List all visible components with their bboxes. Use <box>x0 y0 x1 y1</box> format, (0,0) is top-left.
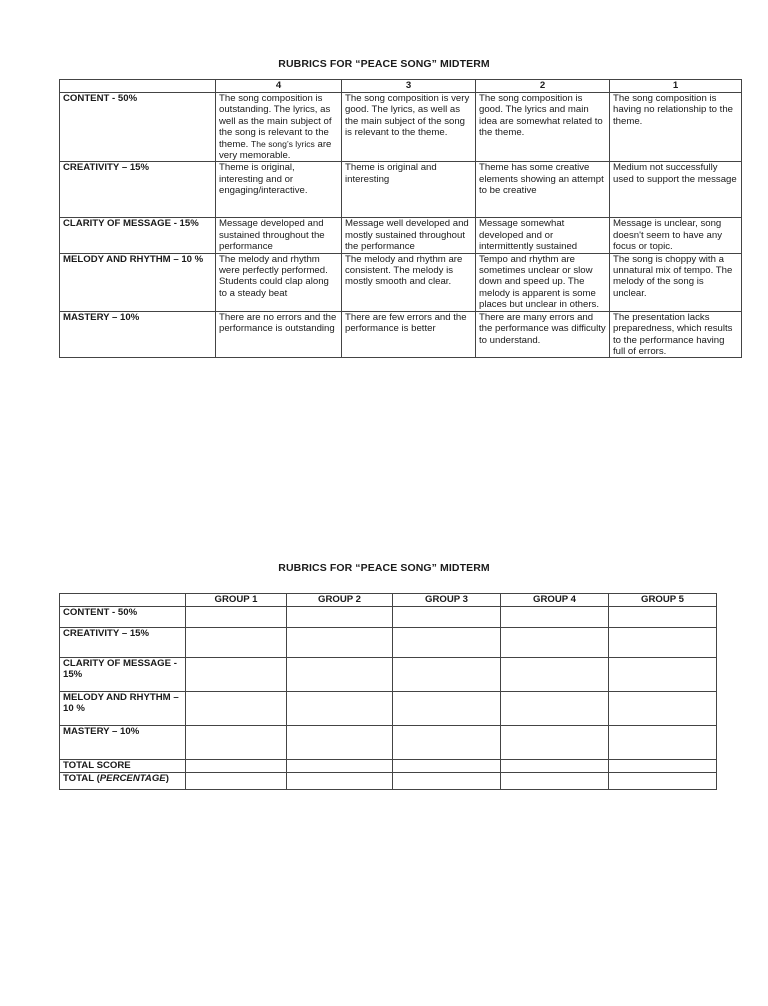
score-cell[interactable] <box>609 760 717 773</box>
score-cell[interactable] <box>609 692 717 726</box>
score-cell[interactable] <box>501 760 609 773</box>
rubric-cell: The song composition is good. The lyrics and main idea are somewhat related to the theme. <box>476 93 610 162</box>
rubric-cell: Message somewhat developed and or intermittently sustained <box>476 218 610 253</box>
score-label-total: TOTAL SCORE <box>60 760 186 773</box>
rubric-cell: Message is unclear, song doesn't seem to have any focus or topic. <box>610 218 742 253</box>
score-cell[interactable] <box>609 607 717 628</box>
score-label-creativity: CREATIVITY – 15% <box>60 628 186 658</box>
rubric-cell <box>216 93 342 162</box>
score-cell[interactable] <box>393 607 501 628</box>
rubric-cell: There are few errors and the performance is better <box>342 311 476 358</box>
score-label-percentage-prefix: TOTAL ( <box>63 773 100 784</box>
score-cell[interactable] <box>501 773 609 790</box>
rubric-cell: The melody and rhythm were perfectly performed. Students could clap along to a steady beat <box>216 253 342 311</box>
score-cell[interactable] <box>287 692 393 726</box>
score-header-group-5: GROUP 5 <box>609 594 717 607</box>
criterion-melody: MELODY AND RHYTHM – 10 % <box>60 253 216 311</box>
score-label-mastery: MASTERY – 10% <box>60 726 186 760</box>
score-cell[interactable] <box>609 726 717 760</box>
rubric-header-2: 2 <box>476 80 610 93</box>
score-cell[interactable] <box>501 607 609 628</box>
rubric-cell: The presentation lacks preparedness, which results to the performance having full of errors. <box>610 311 742 358</box>
rubric-row-melody <box>60 253 742 311</box>
score-cell[interactable] <box>501 658 609 692</box>
rubric-table <box>59 79 742 358</box>
rubric-header-4: 4 <box>216 80 342 93</box>
criterion-mastery: MASTERY – 10% <box>60 311 216 358</box>
score-sheet-title: RUBRICS FOR “PEACE SONG” MIDTERM <box>278 562 490 574</box>
score-cell[interactable] <box>287 760 393 773</box>
score-cell[interactable] <box>393 628 501 658</box>
score-label-percentage-suffix: ) <box>165 773 169 784</box>
rubric-row-content <box>60 93 742 162</box>
score-label-content: CONTENT - 50% <box>60 607 186 628</box>
score-cell[interactable] <box>501 692 609 726</box>
score-cell[interactable] <box>287 773 393 790</box>
score-header-blank <box>60 594 186 607</box>
score-cell[interactable] <box>186 692 287 726</box>
rubric-cell: There are many errors and the performance was difficulty to understand. <box>476 311 610 358</box>
score-cell[interactable] <box>609 628 717 658</box>
score-header-group-3: GROUP 3 <box>393 594 501 607</box>
score-label-clarity: CLARITY OF MESSAGE - 15% <box>60 658 186 692</box>
score-table <box>59 593 717 790</box>
rubric-header-blank <box>60 80 216 93</box>
score-cell[interactable] <box>609 773 717 790</box>
score-cell[interactable] <box>501 628 609 658</box>
rubric-cell: The song is choppy with a unnatural mix of tempo. The melody of the song is unclear. <box>610 253 742 311</box>
score-row-percentage <box>60 773 717 790</box>
score-label-percentage <box>60 773 186 790</box>
rubric-cell: Theme is original and interesting <box>342 162 476 218</box>
score-header-row <box>60 594 717 607</box>
rubric-row-mastery <box>60 311 742 358</box>
score-cell[interactable] <box>393 773 501 790</box>
criterion-creativity: CREATIVITY – 15% <box>60 162 216 218</box>
score-cell[interactable] <box>186 760 287 773</box>
rubric-header-row <box>60 80 742 93</box>
score-cell[interactable] <box>393 658 501 692</box>
score-label-melody: MELODY AND RHYTHM – 10 % <box>60 692 186 726</box>
score-header-group-2: GROUP 2 <box>287 594 393 607</box>
rubric-cell-extra: The song’s lyrics <box>251 138 315 149</box>
rubric-cell: Message developed and sustained throughout the performance <box>216 218 342 253</box>
score-cell[interactable] <box>609 658 717 692</box>
rubric-cell: The song composition is very good. The lyrics, as well as the main subject of the song is relevant to the theme. <box>342 93 476 162</box>
score-label-percentage-em: PERCENTAGE <box>99 773 166 784</box>
rubric-cell: The song composition is having no relationship to the theme. <box>610 93 742 162</box>
score-cell[interactable] <box>287 628 393 658</box>
score-cell[interactable] <box>186 658 287 692</box>
score-row-content <box>60 607 717 628</box>
score-row-mastery <box>60 726 717 760</box>
rubric-cell: There are no errors and the performance is outstanding <box>216 311 342 358</box>
rubric-cell-extra2: are very memorable. <box>219 138 332 162</box>
criterion-content: CONTENT - 50% <box>60 93 216 162</box>
score-row-melody <box>60 692 717 726</box>
score-cell[interactable] <box>393 760 501 773</box>
score-cell[interactable] <box>287 658 393 692</box>
rubric-cell: Theme is original, interesting and or engaging/interactive. <box>216 162 342 218</box>
score-cell[interactable] <box>393 726 501 760</box>
score-row-creativity <box>60 628 717 658</box>
rubric-cell: Theme has some creative elements showing an attempt to be creative <box>476 162 610 218</box>
rubric-row-creativity <box>60 162 742 218</box>
rubric-header-1: 1 <box>610 80 742 93</box>
rubric-cell: The melody and rhythm are consistent. The melody is mostly smooth and clear. <box>342 253 476 311</box>
score-cell[interactable] <box>393 692 501 726</box>
rubric-cell-text: The song composition is outstanding. The lyrics, as well as the main subject of the song is relevant to the theme. <box>219 93 332 150</box>
score-cell[interactable] <box>186 607 287 628</box>
score-cell[interactable] <box>186 773 287 790</box>
rubric-cell: Message well developed and mostly sustained throughout the performance <box>342 218 476 253</box>
score-header-group-1: GROUP 1 <box>186 594 287 607</box>
score-cell[interactable] <box>287 607 393 628</box>
rubric-cell: Medium not successfully used to support the message <box>610 162 742 218</box>
score-cell[interactable] <box>186 726 287 760</box>
score-cell[interactable] <box>287 726 393 760</box>
rubric-cell: Tempo and rhythm are sometimes unclear or slow down and speed up. The melody is apparent is some places but unclear in others. <box>476 253 610 311</box>
score-cell[interactable] <box>186 628 287 658</box>
criterion-clarity: CLARITY OF MESSAGE - 15% <box>60 218 216 253</box>
score-cell[interactable] <box>501 726 609 760</box>
score-row-total <box>60 760 717 773</box>
rubric-header-3: 3 <box>342 80 476 93</box>
score-row-clarity <box>60 658 717 692</box>
score-header-group-4: GROUP 4 <box>501 594 609 607</box>
rubric-title: RUBRICS FOR “PEACE SONG” MIDTERM <box>278 58 490 70</box>
rubric-row-clarity <box>60 218 742 253</box>
